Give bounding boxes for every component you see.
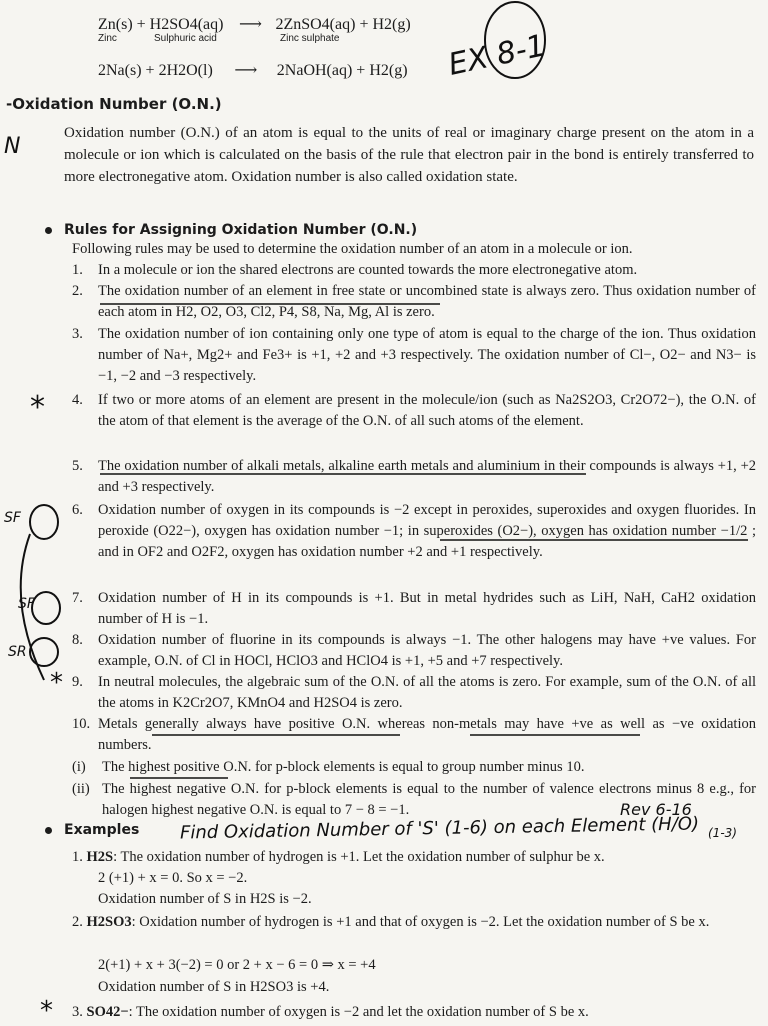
handwritten-ex-note: EX 8-1 — [445, 28, 549, 83]
subrule-item: (i) The highest positive O.N. for p-block elements is equal to group number minus 10. — [72, 759, 585, 775]
rule-item: 1. In a molecule or ion the shared electrons are counted towards the more electronegative atom. — [72, 262, 638, 278]
circle-annotation — [32, 592, 60, 624]
rule-item: 7. Oxidation number of H in its compounds is +1. But in metal hydrides such as LiH, NaH, CaH2 oxidation number of H is −1. — [72, 590, 756, 627]
handwritten-sf-mark: SF — [4, 510, 21, 526]
circle-annotation — [30, 638, 58, 666]
rule-item: 2. The oxidation number of an element in free state or uncombined state is always zero. Thus oxidation number of each atom in H2, O2, O3, Cl2, P4, S8, Na, Mg, Al is zero. — [72, 283, 756, 320]
intro-paragraph: Oxidation number (O.N.) of an atom is equal to the units of real or imaginary charge present on the atom in a molecule or ion which is calculated on the basis of the rule that electron pair in the bond is entirely transferred to more electronegative atom. Oxidation number is also called oxidation state. — [64, 125, 754, 185]
examples-heading-text: Examples — [64, 822, 140, 838]
example-item: 2. H2SO3: Oxidation number of hydrogen is +1 and that of oxygen is −2. Let the oxidation number of S be x. — [72, 914, 710, 930]
heading-text: Oxidation Number (O.N.) — [12, 95, 222, 113]
label-zinc: Zinc — [98, 33, 117, 44]
handwritten-find-note: Find Oxidation Number of 'S' (1-6) on each Element (H/O) — [179, 813, 700, 844]
equation-2 — [98, 60, 408, 80]
handwritten-n-mark: N — [4, 134, 21, 159]
rules-intro: Following rules may be used to determine the oxidation number of an atom in a molecule or ion. — [72, 241, 633, 257]
label-sulphuric-acid: Sulphuric acid — [154, 33, 217, 44]
reaction-arrow: ⟶ — [234, 62, 256, 79]
star-mark-icon: * — [50, 668, 63, 698]
rules-heading-text: Rules for Assigning Oxidation Number (O.N.) — [64, 222, 418, 238]
equation-2-lhs: 2Na(s) + 2H2O(l) — [98, 62, 213, 79]
equation-1-lhs: Zn(s) + H2SO4(aq) — [98, 16, 224, 33]
example-step: 2 (+1) + x = 0. So x = −2. — [98, 870, 248, 886]
rule-item: 5. The oxidation number of alkali metals, alkaline earth metals and aluminium in their compounds is always +1, +2 and +3 respectively. — [72, 458, 756, 495]
label-zinc-sulphate: Zinc sulphate — [280, 33, 340, 44]
examples-heading — [45, 822, 139, 838]
section-heading: ‐Oxidation Number (O.N.) — [6, 95, 222, 113]
reaction-arrow: ⟶ — [238, 16, 260, 33]
example-item: 1. H2S: The oxidation number of hydrogen is +1. Let the oxidation number of sulphur be x. — [72, 849, 605, 865]
equation-1 — [98, 14, 411, 44]
rule-item: 10. Metals generally always have positive O.N. whereas non-metals may have +ve as well as −ve oxidation numbers. — [72, 716, 756, 753]
example-step: Oxidation number of S in H2SO3 is +4. — [98, 979, 330, 995]
star-mark-icon: * — [30, 390, 45, 425]
rule-item: 9. In neutral molecules, the algebraic sum of the O.N. of all the atoms is zero. For example, sum of the O.N. of all the atoms in K2Cr2O7, KMnO4 and H2SO4 is zero. — [72, 674, 756, 711]
rule-item: 8. Oxidation number of fluorine in its compounds is always −1. The other halogens may have +ve values. For example, O.N. of Cl in HOCl, HClO3 and HClO4 is +1, +5 and +7 respectively. — [72, 632, 756, 669]
rule-item: 3. The oxidation number of ion containing only one type of atom is equal to the charge of the ion. Thus oxidation number of Na+, Mg2+ and Fe3+ is +1, +2 and +3 respectively. The oxidation number of Cl−, O2− and N3− is −1, −2 and −3 respectively. — [72, 326, 756, 384]
rule-item: 4. If two or more atoms of an element are present in the molecule/ion (such as Na2S2O3, Cr2O72−), the O.N. of the atom of that element is the average of the O.N. of all such atoms of the element. — [72, 392, 756, 429]
rule-item: 6. Oxidation number of oxygen in its compounds is −2 except in peroxides, superoxides and oxygen fluorides. In peroxide (O22−), oxygen has oxidation number −1; in superoxides (O2−), oxygen has oxidation number −1/2 ; and in OF2 and O2F2, oxygen has oxidation number +2 and +1 respectively. — [72, 502, 756, 560]
rules-heading — [45, 222, 417, 238]
handwritten-sf-mark: SF — [18, 596, 35, 612]
circle-annotation — [30, 505, 58, 539]
handwritten-rev-note: Rev 6-16 — [620, 800, 692, 819]
example-item: 3. SO42−: The oxidation number of oxygen is −2 and let the oxidation number of S be x. — [72, 1004, 589, 1020]
equation-2-rhs: 2NaOH(aq) + H2(g) — [276, 62, 408, 79]
handwritten-sr-mark: SR — [8, 644, 27, 660]
handwritten-range-note: (1-3) — [708, 826, 737, 840]
equation-1-rhs: 2ZnSO4(aq) + H2(g) — [275, 16, 411, 33]
subrule-item: (ii) The highest negative O.N. for p-block elements is equal to the number of valence electrons minus 8 e.g., for halogen highest negative O.N. is equal to 7 − 8 = −1. — [72, 781, 756, 818]
bullet-icon — [45, 827, 52, 834]
example-step: 2(+1) + x + 3(−2) = 0 or 2 + x − 6 = 0 ⇒ x = +4 — [98, 957, 376, 973]
star-mark-icon: * — [40, 996, 53, 1026]
example-step: Oxidation number of S in H2S is −2. — [98, 891, 312, 907]
bullet-icon — [45, 227, 52, 234]
